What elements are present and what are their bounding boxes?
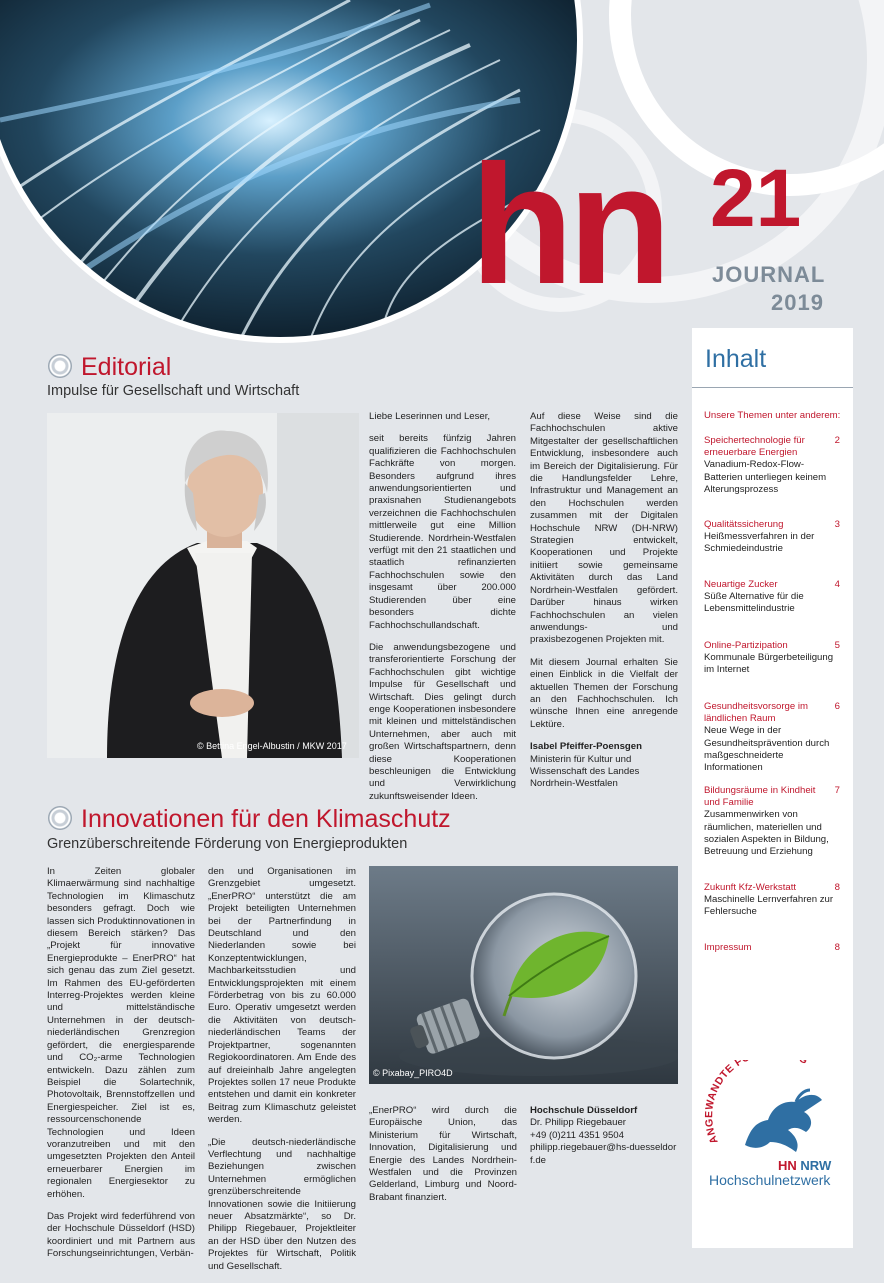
toc-divider [692,387,853,388]
toc-item-page: 3 [834,519,840,530]
article-paragraph: „EnerPRO“ wird durch die Europäische Union, das Ministerium für Wirtschaft, Innovation, Digitalisierung und Energie des Landes Nordrhein-Westfalen und die Provinzen Gelderland, Limburg und Noord-Brabant finanziert. [369,1105,517,1203]
toc-item-page: 5 [834,640,840,651]
logo-number: 21 [710,153,802,244]
contact-name: Dr. Philipp Riegebauer [530,1117,626,1129]
toc-title: Inhalt [705,345,767,373]
toc-item-page: 6 [834,701,840,712]
toc-item[interactable] [704,435,840,496]
article-paragraph: In Zeiten globaler Klimaerwärmung sind nachhaltige Technologien im Klimaschutz besonders gefragt. Doch wie lassen sich Produktinnovationen in diesem Bereich stärken? Das „Projekt für innovative Energieprodukte – EnerPRO“ hat sich genau das zum Ziel gesetzt. Im Rahmen des EU-geförderten Interreg-Projektes werden kleine und mittelständische Unternehmen in der deutsch-niederländischen Grenzregion gefördert, die energiesparende und CO₂-arme Technologien entwickeln. Dazu zählen zum Beispiel die Solartechnik, Photovoltaik, Brennstoffzellen und Energiespeicher. Ziel ist es, ressourcenschonende Technologien und Ideen voranzutreiben und mit den umgesetzten Projekten den Anteil erneuerbarer Energien im regionalen Energiesektor zu erhöhen. [47,866,195,1200]
toc-item[interactable] [704,942,840,954]
toc-item-description: Maschinelle Lernverfahren zur Fehlersuche [704,894,834,918]
signature-name: Isabel Pfeiffer-Poensgen [530,741,642,753]
editorial-subtitle: Impulse für Gesellschaft und Wirtschaft [47,383,300,399]
toc-item[interactable] [704,785,840,858]
toc-item-description: Neue Wege in der Gesundheitsprävention durch maßgeschneiderte Informationen [704,725,830,774]
toc-item-title: Neuartige Zucker [704,579,778,590]
toc-item-title: Gesundheitsvorsorge im ländlichen Raum [704,701,808,725]
contact-email[interactable]: philipp.riegebauer@hs-duesseldorf.de [530,1142,677,1166]
editorial-paragraph: Liebe Leserinnen und Leser, [369,411,491,422]
toc-item[interactable] [704,882,840,919]
editorial-paragraph: seit bereits fünfzig Jahren qualifizieren die Fachhochschulen Fachkräfte von morgen. Besonders aufgrund ihres anwendungsorientierten und praxisnahen Studienangebots verzeichnen die Fachhochschulen mittlerweile gut eine Million Studierende. Nordrhein-Westfalen verfügt mit den 21 staatlichen und staatlich refinanzierten Fachhochschulen sowie den insgesamt über 200.000 Studierenden über eine besonders dichte Fachhochschullandschaft. [369,433,516,631]
hochschulnetzwerk-logo [700,1060,850,1190]
contact-organization: Hochschule Düsseldorf [530,1105,638,1116]
toc-item[interactable] [704,640,840,677]
toc-item-title: Qualitätssicherung [704,519,784,530]
toc-item-page: 7 [834,785,840,796]
editorial-paragraph: Die anwendungsbezogene und transferorientierte Forschung der Fachhochschulen gibt wichtige Impulse für Gesellschaft und Wirtschaft. Dies gelingt durch enge Kooperationen insbesondere mit kleinen und mittelständischen Unternehmen, aber auch mit großen Wirtschaftspartnern, denn diese Kooperationen beschleunigen die Entwicklung und Verwirklichung zukunftsweisender Ideen. [369,641,516,802]
logo-arc-text: ANGEWANDTE F [703,1060,745,1146]
horse-logo-icon [700,1060,850,1155]
logo-journal: JOURNAL [712,262,826,287]
toc-item-title: Bildungsräume in Kindheit und Familie [704,785,816,809]
article-column-1 [47,866,195,1271]
article-photo [369,866,678,1084]
logo-hn-text: HN [778,1158,797,1173]
editorial-photo [47,413,359,758]
toc-item-page: 4 [834,579,840,590]
editorial-title: Editorial [81,353,172,381]
article-subtitle: Grenzüberschreitende Förderung von Energieprodukten [47,836,408,852]
toc-item-description: Zusammenwirken von räumlichen, materiellen und sozialen Aspekten in Bildung, Betreuung und Erziehung [704,809,829,858]
editorial-paragraph: Mit diesem Journal erhalten Sie einen Einblick in die Vielfalt der aktuellen Themen der Forschung an den Fachhochschulen. Ich wünsche Ihnen eine anregende Lektüre. [530,656,678,730]
contact-phone: +49 (0)211 4351 9504 [530,1129,624,1141]
section-bullet-icon [48,806,72,830]
toc-item[interactable] [704,701,840,774]
toc-item-title: Online-Partizipation [704,640,788,651]
signature-role: Ministerin für Kultur und Wissenschaft des Landes Nordrhein-Westfalen [530,753,640,790]
toc-item-description: Süße Alternative für die Lebensmittelindustrie [704,591,804,615]
editorial-column-2 [530,411,678,791]
logo-name: Hochschulnetzwerk [709,1172,831,1188]
editorial-paragraph: Auf diese Weise sind die Fachhochschulen aktive Mitgestalter der gesellschaftlichen Entwicklung, insbesondere auch im Bereich der Digitalisierung. Für die Handlungsfelder Lehre, Infrastruktur und Management an den Hochschulen werden zusammen mit der Digitalen Hochschule NRW (DH-NRW) Strategien entwickelt, Kooperationen und Projekte initiiert sowie gemeinsame Aktivitäten durch das Land Nordrhein-Westfalen gefördert. Darüber hinaus wirken Fachhochschulen an vielen anwendungs- und praxisbezogenen Projekten mit. [530,411,678,646]
portrait-image [47,413,359,758]
toc-item-title: Zukunft Kfz-Werkstatt [704,882,797,893]
toc-item-title: Impressum [704,942,752,953]
editorial-column-1 [369,411,516,813]
article-column-2 [208,866,356,1283]
editorial-photo-credit: © Bettina Engel-Albustin / MKW 2017 [197,741,347,751]
toc-item[interactable] [704,579,840,616]
article-paragraph: Das Projekt wird federführend von der Hochschule Düsseldorf (HSD) koordiniert und mit Partnern aus Forschungseinrichtungen, Verbän- [47,1210,195,1260]
logo-year: 2019 [771,290,824,315]
toc-item-page: 8 [834,882,840,893]
toc-intro: Unsere Themen unter anderem: [704,410,841,421]
toc-item-description: Heißmessverfahren in der Schmiedeindustrie [704,531,815,555]
contact-block [530,1105,678,1167]
article-column-3 [369,1105,517,1214]
toc-item-description: Vanadium-Redox-Flow-Batterien unterliegen keinem Alterungsprozess [704,459,827,495]
toc-item-title: Speichertechnologie für erneuerbare Energien [704,435,805,459]
toc-item[interactable] [704,519,840,556]
toc-item-page: 8 [834,942,840,953]
toc-item-page: 2 [834,435,840,446]
article-paragraph: den und Organisationen im Grenzgebiet umgesetzt. „EnerPRO“ unterstützt die am Projekt beteiligten Unternehmen bei der Partnerfindung in Deutschland und den Niederlanden sowie bei Konzeptentwicklungen, Machbarkeitsstudien und Entwicklungsprojekten mit einem Förderbetrag von bis zu 60.000 Euro. Operativ umgesetzt werden die Aktivitäten von deutsch-niederländischen Teams der Projektpartner, sogenannten Regiokoordinatoren. Am Ende des auf dreieinhalb Jahre angelegten Projektes sollen 17 neue Produkte entstehen und damit ein konkreter Beitrag zum Klimaschutz geleistet werden. [208,866,356,1126]
logo-nrw-text: NRW [800,1158,832,1173]
article-photo-credit: © Pixabay_PIRO4D [373,1068,453,1078]
logo-hn: hn [470,130,666,320]
toc-item-description: Kommunale Bürgerbeteiligung im Internet [704,652,834,676]
article-title: Innovationen für den Klimaschutz [81,805,451,833]
lightbulb-leaf-image [369,866,678,1084]
section-bullet-icon [48,354,72,378]
article-paragraph: „Die deutsch-niederländische Verflechtung und nachhaltige Beziehungen zwischen Unternehmen ermöglichen grenzüberschreitende Innovationen sowie die Initiierung neuer Absatzmärkte“, so Dr. Philipp Riegebauer, Projektleiter an der HSD über den Nutzen des Projektes für Wirtschaft, Politik und Gesellschaft. [208,1136,356,1272]
